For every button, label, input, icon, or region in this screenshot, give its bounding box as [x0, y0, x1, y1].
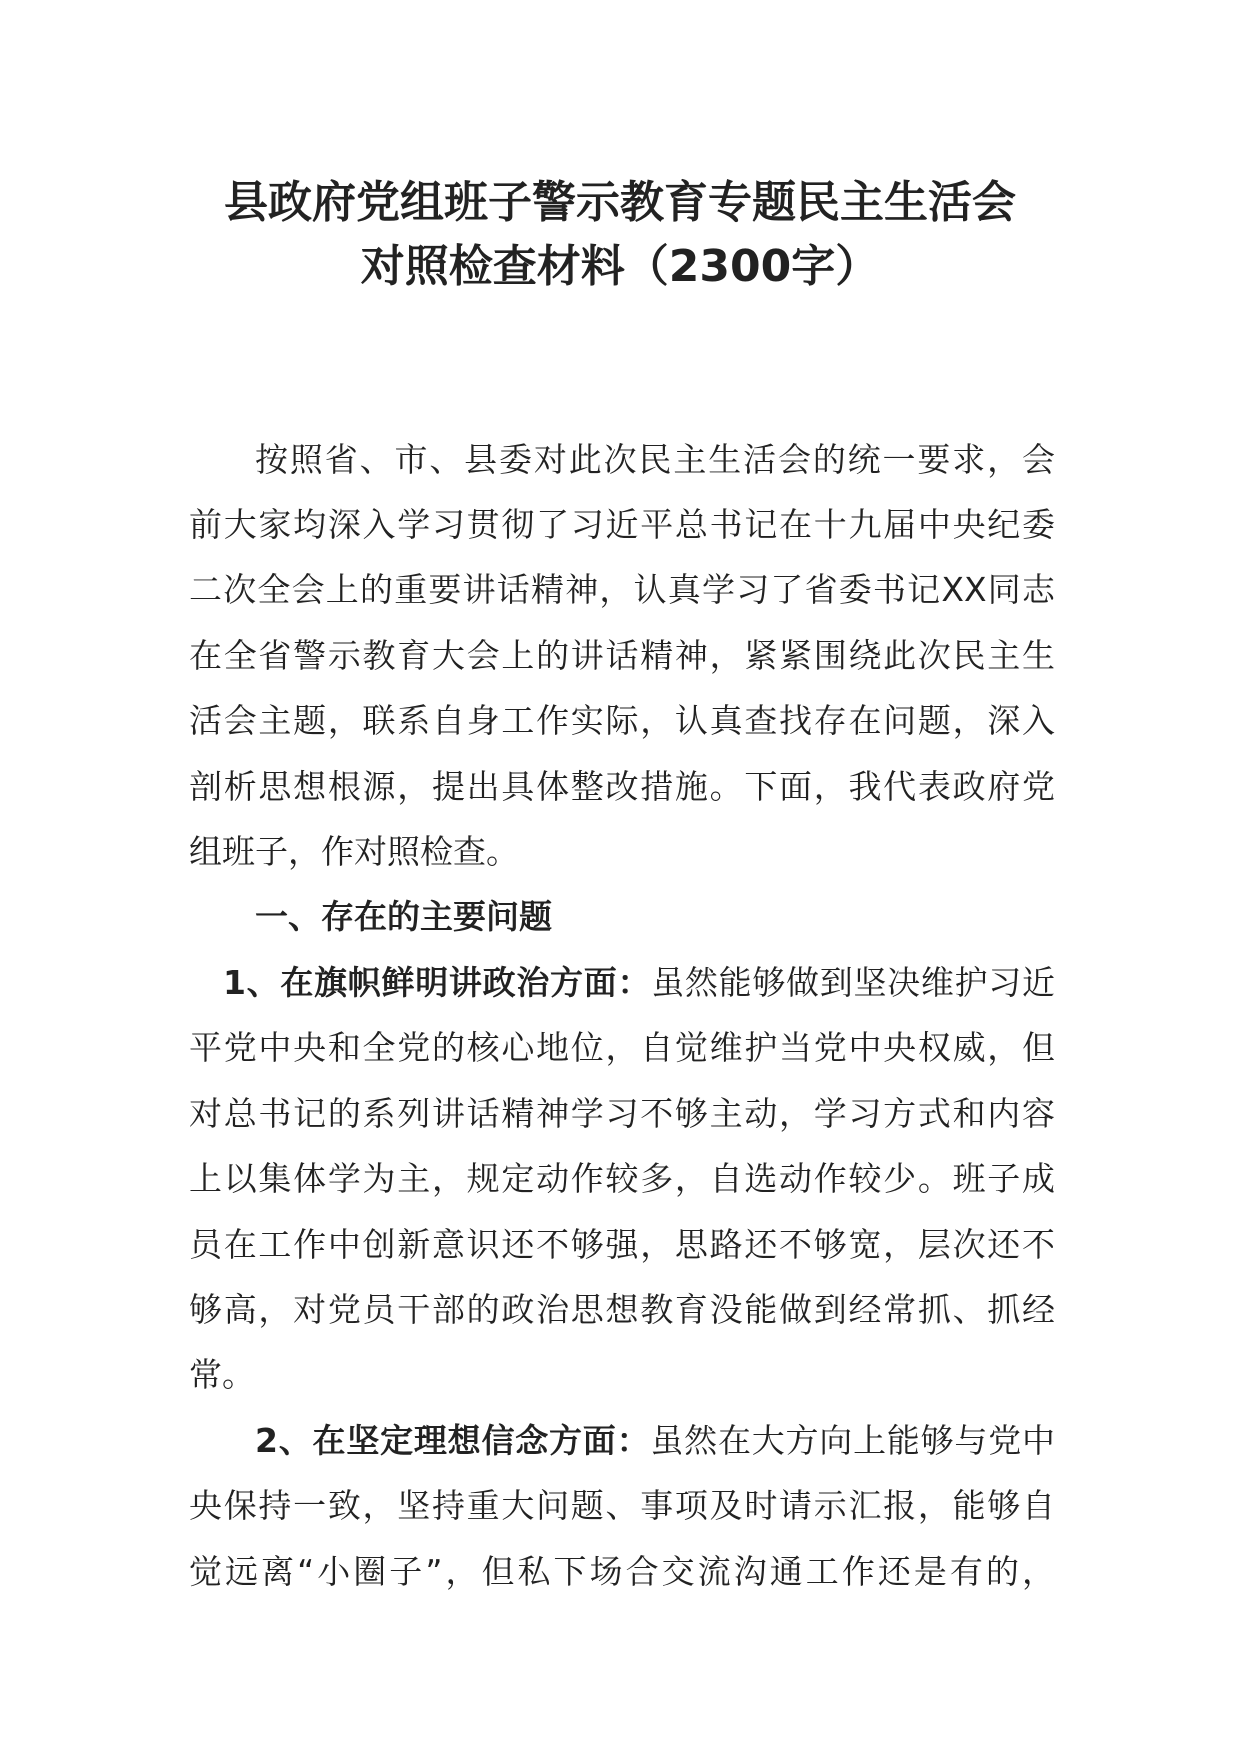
text-line: 前大家均深入学习贯彻了习近平总书记在十九届中央纪委 — [189, 505, 1055, 544]
section-heading: 一、存在的主要问题 — [255, 897, 552, 936]
text-line: 按照省、市、县委对此次民主生活会的统一要求，会 — [255, 440, 1055, 479]
title-line-1: 县政府党组班子警示教育专题民主生活会 — [224, 177, 1016, 228]
text-line: 上以集体学为主，规定动作较多，自选动作较少。班子成 — [189, 1159, 1055, 1198]
text-line: 常。 — [189, 1355, 255, 1394]
item-label: 1、在旗帜鲜明讲政治方面： — [223, 963, 652, 1002]
text-line: 二次全会上的重要讲话精神，认真学习了省委书记XX同志 — [189, 570, 1055, 609]
text-line: 2、在坚定理想信念方面：虽然在大方向上能够与党中 — [255, 1421, 1055, 1460]
text-line: 够高，对党员干部的政治思想教育没能做到经常抓、抓经 — [189, 1290, 1055, 1329]
text-line: 剖析思想根源，提出具体整改措施。下面，我代表政府党 — [189, 767, 1055, 806]
text-line: 组班子，作对照检查。 — [189, 832, 519, 871]
text-line: 觉远离“小圈子”，但私下场合交流沟通工作还是有的， — [189, 1552, 1055, 1591]
text-line: 对总书记的系列讲话精神学习不够主动，学习方式和内容 — [189, 1094, 1055, 1133]
text-line: 平党中央和全党的核心地位，自觉维护当党中央权威，但 — [189, 1028, 1055, 1067]
text-line: 员在工作中创新意识还不够强，思路还不够宽，层次还不 — [189, 1225, 1055, 1264]
text-line: 活会主题，联系自身工作实际，认真查找存在问题，深入 — [189, 701, 1055, 740]
text-line: 在全省警示教育大会上的讲话精神，紧紧围绕此次民主生 — [189, 636, 1055, 675]
text-line: 央保持一致，坚持重大问题、事项及时请示汇报，能够自 — [189, 1486, 1055, 1525]
text-line: 1、在旗帜鲜明讲政治方面：虽然能够做到坚决维护习近 — [223, 963, 1055, 1002]
title-line-2: 对照检查材料（2300字） — [360, 241, 880, 292]
item-label: 2、在坚定理想信念方面： — [255, 1421, 651, 1460]
